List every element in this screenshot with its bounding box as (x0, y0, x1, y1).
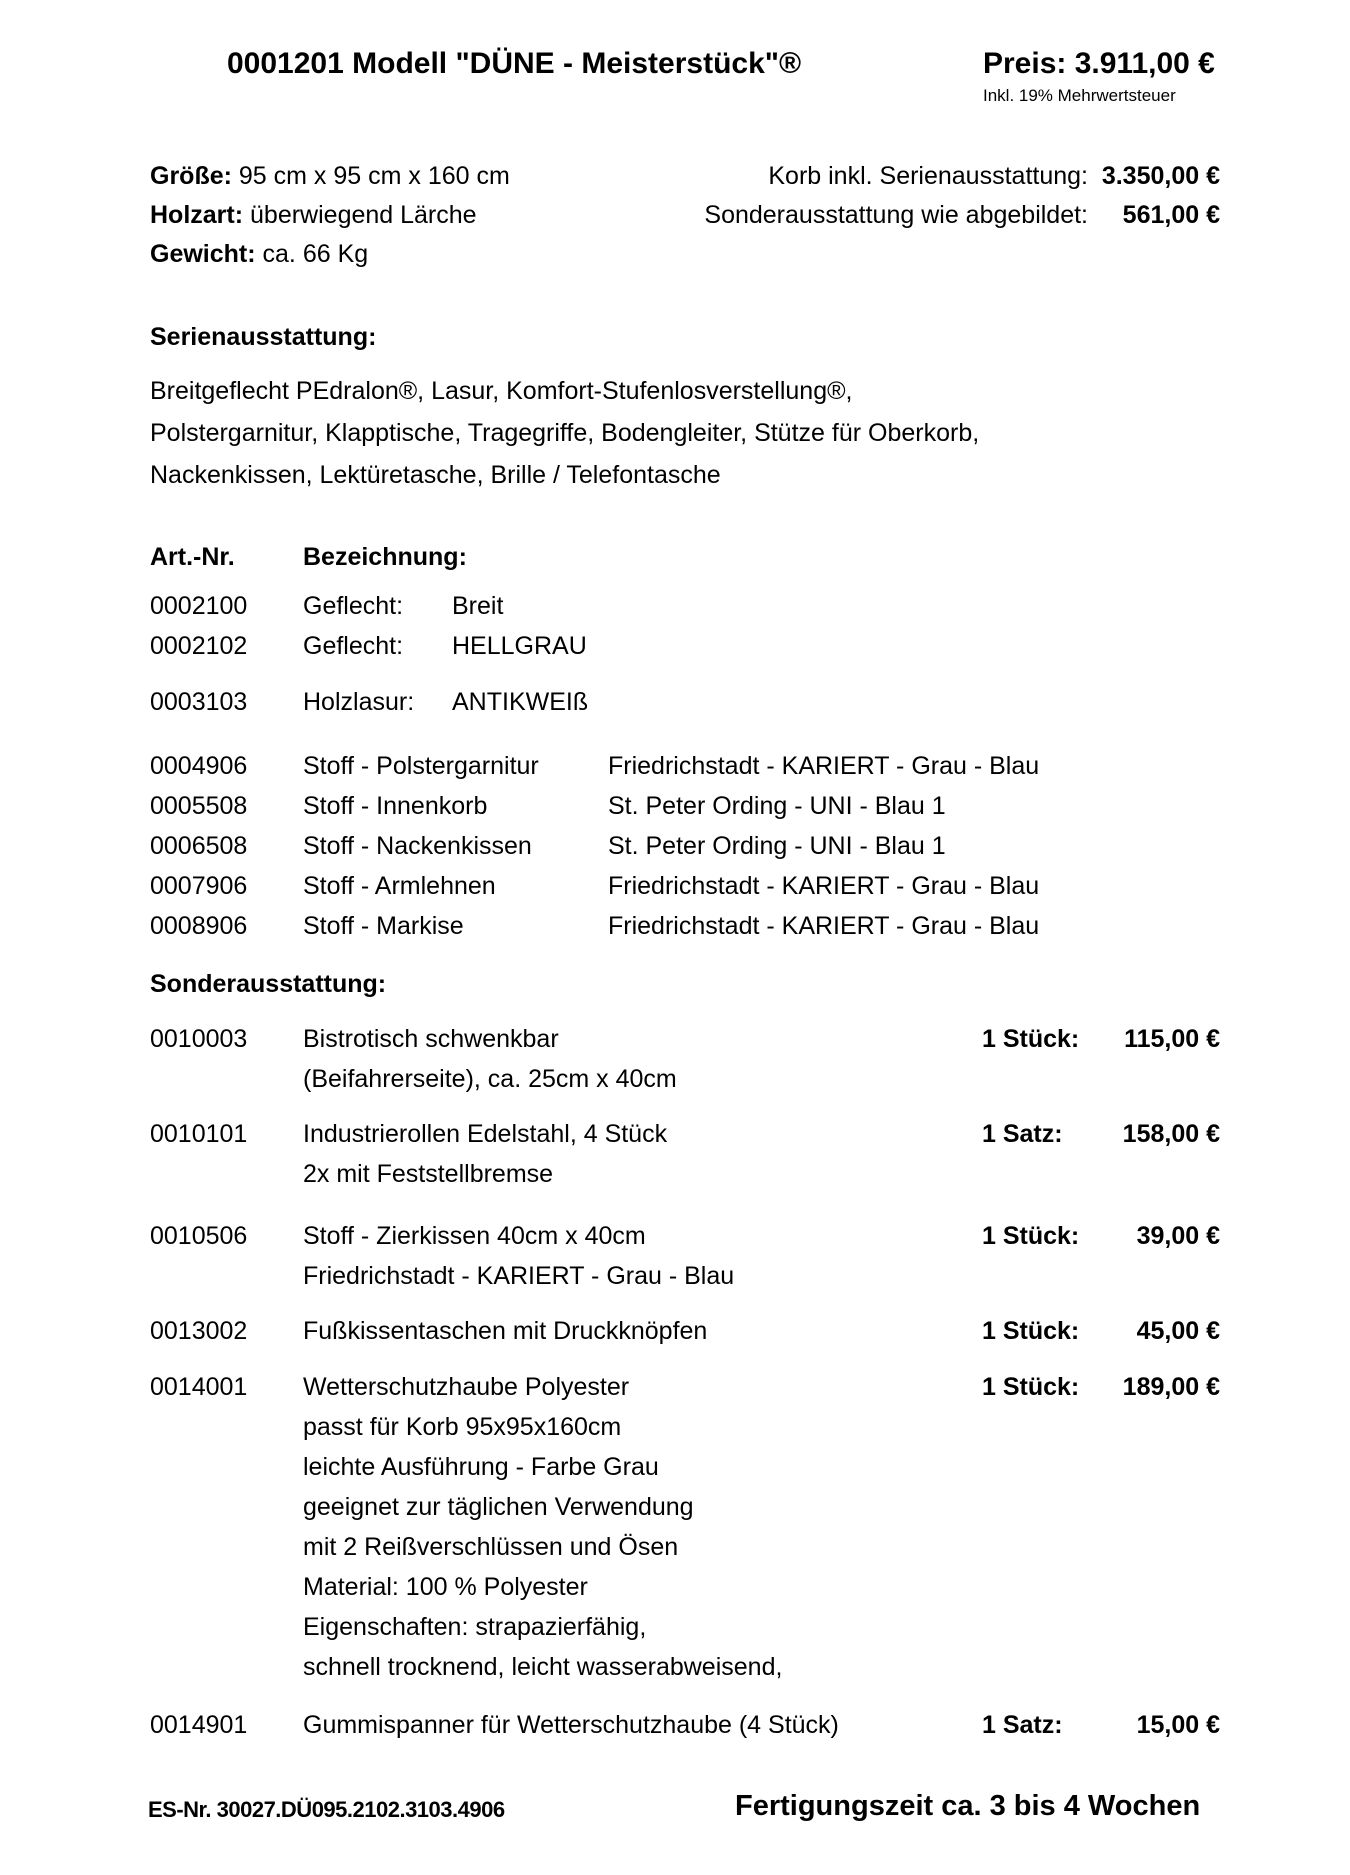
option-amount: 189,00 € (1122, 1373, 1220, 1401)
option-item (150, 1114, 1220, 1194)
article-value: Friedrichstadt - KARIERT - Grau - Blau (608, 912, 1040, 940)
spec-row-wood (150, 196, 510, 235)
option-price (982, 1114, 1220, 1154)
equipment-line: Breitgeflecht PEdralon®, Lasur, Komfort-Stufenlosverstellung®, (150, 377, 853, 405)
spec-value: ca. 66 Kg (262, 240, 369, 268)
option-description (303, 1705, 982, 1745)
article-value: Friedrichstadt - KARIERT - Grau - Blau (608, 872, 1040, 900)
option-desc-line: 2x mit Feststellbremse (303, 1160, 554, 1188)
option-desc-line: (Beifahrerseite), ca. 25cm x 40cm (303, 1065, 677, 1093)
option-desc-line: Material: 100 % Polyester (303, 1573, 588, 1601)
spec-block (150, 157, 510, 274)
option-desc-line: Stoff - Zierkissen 40cm x 40cm (303, 1222, 646, 1250)
article-name: Stoff - Nackenkissen (303, 832, 532, 860)
pricing-amount: 3.350,00 € (1101, 162, 1220, 190)
pricing-row (600, 196, 1220, 235)
article-row (150, 786, 1039, 826)
option-item (150, 1019, 1220, 1099)
article-nr: 0008906 (150, 912, 248, 940)
article-nr: 0005508 (150, 792, 248, 820)
article-group-holzlasur (150, 682, 588, 722)
article-row (150, 586, 587, 626)
article-row (150, 866, 1039, 906)
spec-label: Größe: (150, 162, 232, 190)
option-desc-line: Gummispanner für Wetterschutzhaube (4 Stück) (303, 1711, 839, 1739)
option-desc-line: Eigenschaften: strapazierfähig, (303, 1613, 647, 1641)
option-desc-line: mit 2 Reißverschlüssen und Ösen (303, 1533, 679, 1561)
article-name: Stoff - Markise (303, 912, 464, 940)
article-nr: 0003103 (150, 688, 248, 716)
option-amount: 45,00 € (1136, 1317, 1220, 1345)
option-price (982, 1367, 1220, 1407)
article-nr: 0006508 (150, 832, 248, 860)
article-nr: 0002100 (150, 592, 248, 620)
option-amount: 15,00 € (1136, 1711, 1220, 1739)
option-desc-line: Bistrotisch schwenkbar (303, 1025, 559, 1053)
article-value: St. Peter Ording - UNI - Blau 1 (608, 792, 946, 820)
pricing-label: Korb inkl. Serienausstattung: (768, 162, 1088, 190)
article-name: Stoff - Armlehnen (303, 872, 496, 900)
spec-row-size (150, 157, 510, 196)
option-nr: 0010003 (150, 1025, 248, 1053)
option-item (150, 1216, 1220, 1296)
tax-note: Inkl. 19% Mehrwertsteuer (983, 86, 1176, 105)
article-value: Friedrichstadt - KARIERT - Grau - Blau (608, 752, 1040, 780)
option-price (982, 1311, 1220, 1351)
column-header-bezeichnung: Bezeichnung: (303, 543, 467, 571)
option-desc-line: Friedrichstadt - KARIERT - Grau - Blau (303, 1262, 735, 1290)
option-description (303, 1019, 982, 1099)
footer-production-time: Fertigungszeit ca. 3 bis 4 Wochen (735, 1790, 1201, 1822)
spec-row-weight (150, 235, 510, 274)
pricing-amount: 561,00 € (1122, 201, 1220, 229)
option-amount: 115,00 € (1124, 1025, 1220, 1053)
article-row (150, 746, 1039, 786)
option-nr: 0013002 (150, 1317, 248, 1345)
footer-es-number: ES-Nr. 30027.DÜ095.2102.3103.4906 (148, 1797, 505, 1822)
option-item (150, 1311, 1220, 1351)
column-header-artnr: Art.-Nr. (150, 543, 235, 571)
article-group-geflecht (150, 586, 587, 666)
option-unit: 1 Satz: (982, 1711, 1063, 1739)
option-desc-line: passt für Korb 95x95x160cm (303, 1413, 622, 1441)
option-unit: 1 Stück: (982, 1025, 1080, 1053)
article-name: Stoff - Polstergarnitur (303, 752, 539, 780)
option-desc-line: Industrierollen Edelstahl, 4 Stück (303, 1120, 668, 1148)
option-nr: 0014901 (150, 1711, 248, 1739)
option-desc-line: schnell trocknend, leicht wasserabweisend, (303, 1653, 783, 1681)
base-pricing-block (600, 157, 1220, 235)
spec-label: Holzart: (150, 201, 244, 229)
option-price (982, 1216, 1220, 1256)
article-row (150, 682, 588, 722)
spec-value: 95 cm x 95 cm x 160 cm (238, 162, 510, 190)
page-title: 0001201 Modell "DÜNE - Meisterstück"® (227, 47, 802, 80)
option-price (982, 1705, 1220, 1745)
article-row (150, 626, 587, 666)
article-row (150, 906, 1039, 946)
section-heading-serienausstattung: Serienausstattung: (150, 323, 377, 351)
option-description (303, 1311, 982, 1351)
option-unit: 1 Stück: (982, 1373, 1080, 1401)
option-desc-line: geeignet zur täglichen Verwendung (303, 1493, 694, 1521)
option-amount: 39,00 € (1136, 1222, 1220, 1250)
article-table-header (150, 537, 467, 577)
option-unit: 1 Stück: (982, 1222, 1080, 1250)
article-value: Breit (452, 592, 504, 620)
article-group-stoffe (150, 746, 1039, 946)
option-price (982, 1019, 1220, 1059)
article-name: Geflecht: (303, 592, 404, 620)
standard-equipment-paragraph (150, 370, 979, 496)
article-name: Holzlasur: (303, 688, 415, 716)
equipment-line: Nackenkissen, Lektüretasche, Brille / Telefontasche (150, 461, 721, 489)
option-description (303, 1367, 982, 1687)
article-value: St. Peter Ording - UNI - Blau 1 (608, 832, 946, 860)
equipment-line: Polstergarnitur, Klapptische, Tragegriffe, Bodengleiter, Stütze für Oberkorb, (150, 419, 980, 447)
option-item (150, 1705, 1220, 1745)
spec-label: Gewicht: (150, 240, 256, 268)
option-nr: 0014001 (150, 1373, 248, 1401)
option-desc-line: leichte Ausführung - Farbe Grau (303, 1453, 659, 1481)
article-nr: 0002102 (150, 632, 248, 660)
option-desc-line: Fußkissentaschen mit Druckknöpfen (303, 1317, 708, 1345)
option-desc-line: Wetterschutzhaube Polyester (303, 1373, 630, 1401)
article-name: Stoff - Innenkorb (303, 792, 488, 820)
pricing-label: Sonderausstattung wie abgebildet: (704, 201, 1088, 229)
article-name: Geflecht: (303, 632, 404, 660)
article-nr: 0004906 (150, 752, 248, 780)
option-nr: 0010101 (150, 1120, 248, 1148)
article-row (150, 826, 1039, 866)
article-value: HELLGRAU (452, 632, 587, 660)
section-heading-sonderausstattung: Sonderausstattung: (150, 970, 387, 998)
article-nr: 0007906 (150, 872, 248, 900)
option-description (303, 1216, 982, 1296)
spec-value: überwiegend Lärche (250, 201, 477, 229)
pricing-row (600, 157, 1220, 196)
option-unit: 1 Stück: (982, 1317, 1080, 1345)
option-nr: 0010506 (150, 1222, 248, 1250)
article-value: ANTIKWEIß (452, 688, 589, 716)
option-unit: 1 Satz: (982, 1120, 1063, 1148)
option-amount: 158,00 € (1122, 1120, 1220, 1148)
total-price: Preis: 3.911,00 € (983, 47, 1215, 80)
option-item (150, 1367, 1220, 1687)
option-description (303, 1114, 982, 1194)
